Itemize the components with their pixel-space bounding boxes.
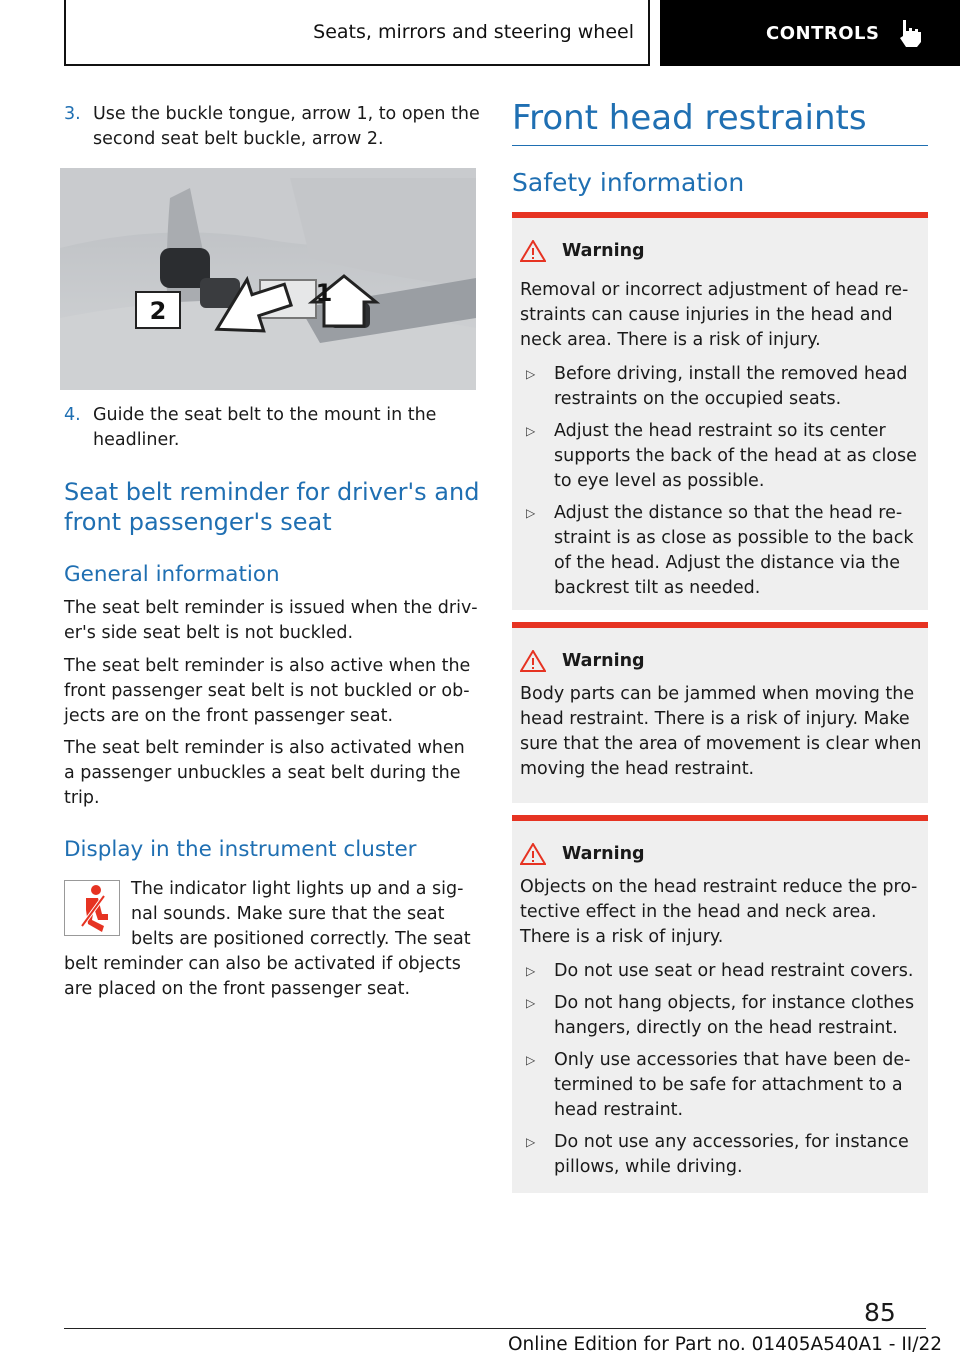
warning-triangle-icon bbox=[520, 843, 546, 865]
photo-label-2: 2 bbox=[149, 297, 167, 325]
edition-text: Online Edition for Part no. 01405A540A1 - II/22 bbox=[508, 1334, 943, 1355]
paragraph-2: The seat belt reminder is also active when the front passenger seat belt is not buckled or ob‐jects are on the front passenger seat. bbox=[64, 656, 471, 726]
warning-text: Body parts can be jammed when moving the head restraint. There is a risk of injury. Make sure that the area of movement is clear when moving the head restraint. bbox=[520, 684, 922, 779]
footer-rule bbox=[64, 1328, 926, 1329]
general-information-heading: General information bbox=[64, 562, 280, 587]
seat-belt-reminder-heading: Seat belt reminder for driver's and front passenger's seat bbox=[64, 478, 480, 536]
step-number: 4. bbox=[64, 405, 81, 425]
bullet-triangle-icon: ▷ bbox=[526, 367, 536, 381]
header-section-box bbox=[64, 0, 650, 66]
warning-title bbox=[520, 650, 645, 672]
warning-box-3: Warning Objects on the head restraint reduce the pro‐tective effect in the head and neck area. There is a risk of injury. ▷ Do not use seat or head restraint covers. ▷ Do not hang objects, for instance clothes hangers, directly on the head restraint. ▷ Only use accessories that have been de‐termined to be safe for attachment to a head restraint. ▷ Do not use any accessories, for instance pillows, while driving. bbox=[512, 815, 928, 1193]
warning-text: Removal or incorrect adjustment of head re‐straints can cause injuries in the head and neck area. There is a risk of injury. bbox=[520, 280, 909, 350]
warning-title bbox=[520, 240, 645, 262]
display-line-2: nal sounds. Make sure that the seat bbox=[131, 904, 445, 924]
warning-text: Objects on the head restraint reduce the pro‐tective effect in the head and neck area. There is a risk of injury. bbox=[520, 877, 918, 947]
safety-information-heading: Safety information bbox=[512, 168, 745, 197]
front-head-restraints-title: Front head restraints bbox=[512, 98, 867, 138]
photo-label-1: 1 bbox=[315, 279, 333, 307]
chapter-title: CONTROLS bbox=[766, 22, 880, 44]
display-heading: Display in the instrument cluster bbox=[64, 837, 417, 862]
bullet-triangle-icon: ▷ bbox=[526, 1135, 536, 1149]
display-line-1: The indicator light lights up and a sig‐ bbox=[131, 879, 464, 899]
warning-label: Warning bbox=[562, 844, 645, 864]
bullet-triangle-icon: ▷ bbox=[526, 996, 536, 1010]
warning-triangle-icon bbox=[520, 650, 546, 672]
pointing-hand-icon bbox=[897, 18, 923, 48]
header-chapter-box bbox=[660, 0, 960, 66]
bullet-triangle-icon: ▷ bbox=[526, 964, 536, 978]
paragraph-1: The seat belt reminder is issued when the driv‐er's side seat belt is not buckled. bbox=[64, 598, 478, 643]
warning-triangle-icon bbox=[520, 240, 546, 262]
warning-label: Warning bbox=[562, 241, 645, 261]
step-text: Guide the seat belt to the mount in the headliner. bbox=[93, 405, 437, 450]
step-number: 3. bbox=[64, 104, 81, 124]
page-number: 85 bbox=[864, 1298, 896, 1327]
step-text: Use the buckle tongue, arrow 1, to open the second seat belt buckle, arrow 2. bbox=[93, 104, 480, 149]
bullet-triangle-icon: ▷ bbox=[526, 506, 536, 520]
section-title: Seats, mirrors and steering wheel bbox=[313, 21, 634, 43]
title-rule bbox=[512, 145, 928, 146]
paragraph-3: The seat belt reminder is also activated when a passenger unbuckles a seat belt during the trip. bbox=[64, 738, 465, 808]
display-paragraph-rest: belt reminder can also be activated if objects are placed on the front passenger seat. bbox=[64, 954, 461, 999]
seat-belt-warning-icon bbox=[64, 880, 120, 936]
bullet-triangle-icon: ▷ bbox=[526, 424, 536, 438]
display-line-3: belts are positioned correctly. The seat bbox=[131, 929, 471, 949]
warning-box-1: Warning Removal or incorrect adjustment of head re‐straints can cause injuries in the head and neck area. There is a risk of injury. ▷ Before driving, install the removed head restraints on the occupied seats. ▷ Adjust the head restraint so its center supports the back of the head at as close to eye level as possible. ▷ Adjust the distance so that the head re‐straint is as close as possible to the back of the head. Adjust the distance via the backrest tilt as needed. bbox=[512, 212, 928, 610]
warning-box-2 bbox=[512, 622, 928, 803]
warning-label: Warning bbox=[562, 651, 645, 671]
seat-belt-buckle-photo bbox=[60, 168, 476, 390]
warning-title bbox=[520, 843, 645, 865]
bullet-triangle-icon: ▷ bbox=[526, 1053, 536, 1067]
